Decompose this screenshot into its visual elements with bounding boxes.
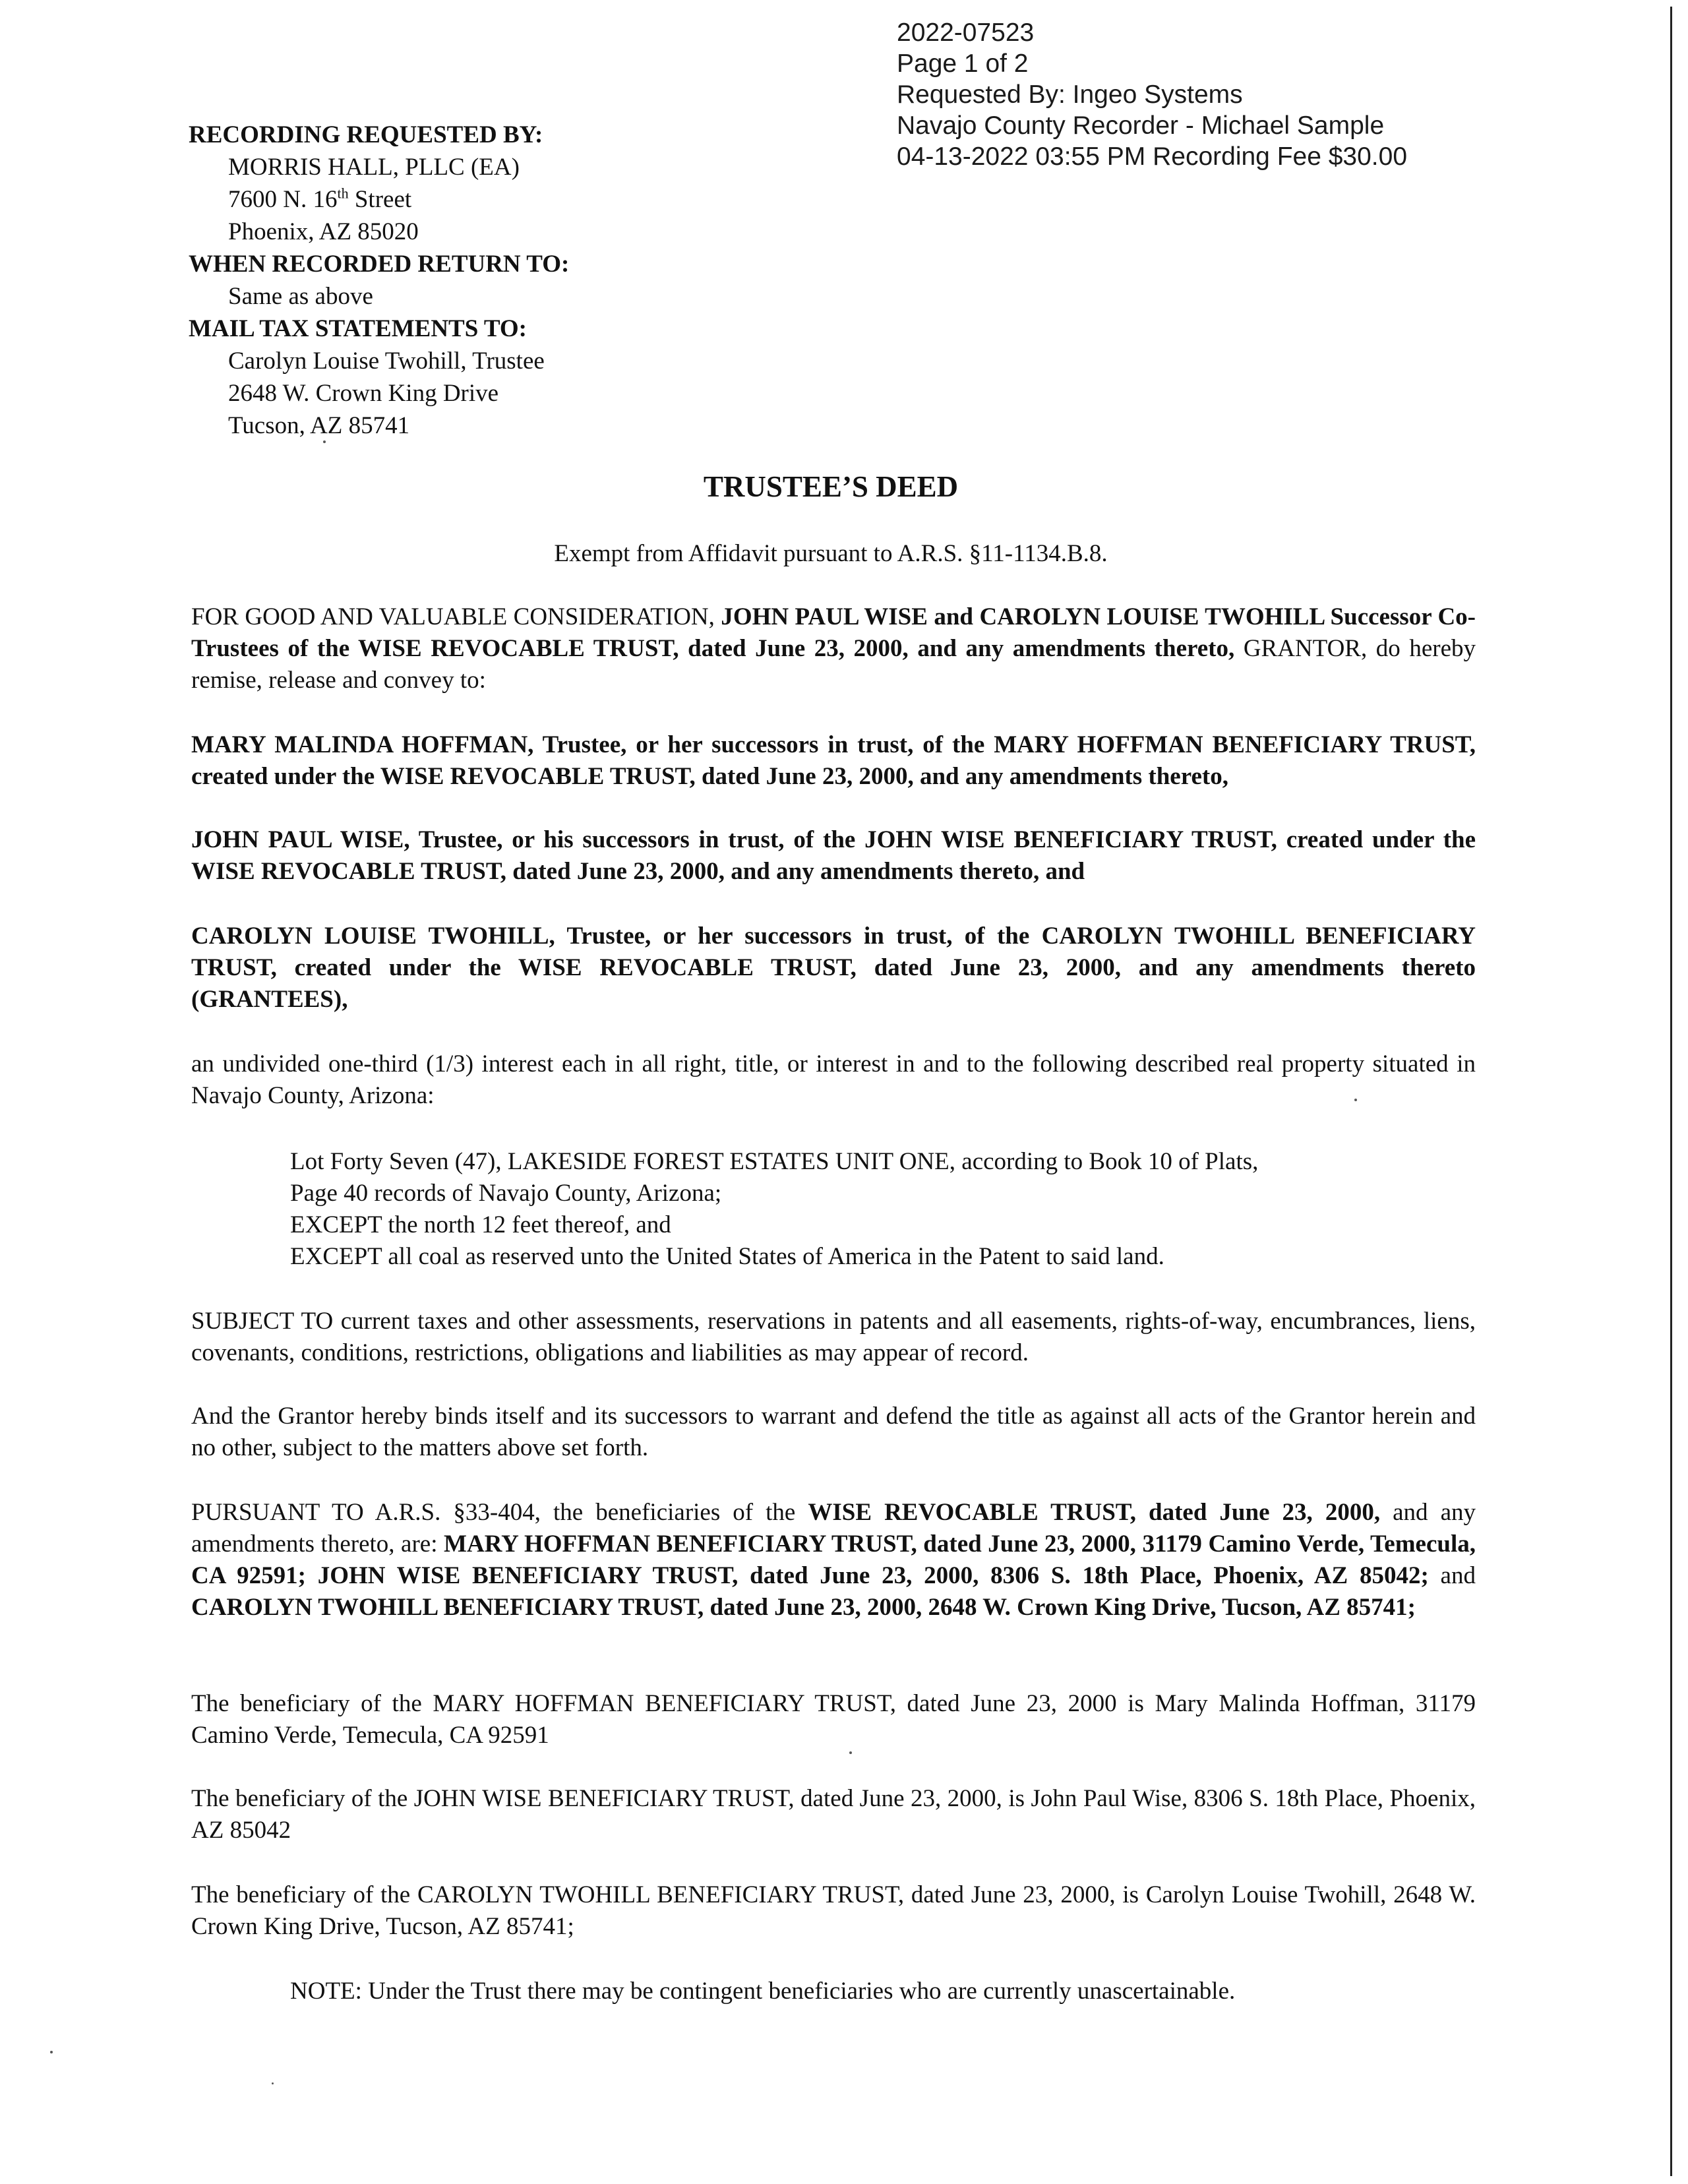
- hoffman-beneficiary-paragraph: The beneficiary of the MARY HOFFMAN BENEFICIARY TRUST, dated June 23, 2000 is Mary Malinda Hoffman, 31179 Camino Verde, Temecula, CA 92591: [191, 1690, 1476, 1749]
- scan-speck: [1354, 1099, 1357, 1101]
- scan-speck: [323, 440, 326, 443]
- scan-speck: [849, 1751, 852, 1754]
- grantee-wise-paragraph: JOHN PAUL WISE, Trustee, or his successors in trust, of the JOHN WISE BENEFICIARY TRUST, created under the WISE REVOCABLE TRUST, dated June 23, 2000, and any amendments thereto, and: [191, 826, 1476, 885]
- mail-tax-city: Tucson, AZ 85741: [228, 412, 410, 439]
- legal-line: Page 40 records of Navajo County, Arizona;: [290, 1180, 722, 1207]
- return-to-heading: WHEN RECORDED RETURN TO:: [189, 251, 570, 278]
- document-number: 2022-07523: [897, 18, 1035, 47]
- recording-datetime-fee: 04-13-2022 03:55 PM Recording Fee $30.00: [897, 142, 1408, 171]
- county-recorder: Navajo County Recorder - Michael Sample: [897, 111, 1385, 140]
- scan-edge-line: [1670, 7, 1672, 2176]
- grantor-paragraph: FOR GOOD AND VALUABLE CONSIDERATION, JOHN PAUL WISE and CAROLYN LOUISE TWOHILL Successor Co-Trustees of the WISE REVOCABLE TRUST, dated June 23, 2000, and any amendments thereto, GRANTOR, do hereby remise, release and convey to:: [191, 603, 1476, 694]
- warranty-paragraph: And the Grantor hereby binds itself and its successors to warrant and defend the title as against all acts of the Grantor herein and no other, subject to the matters above set forth.: [191, 1403, 1476, 1461]
- recorder-stamp: [897, 17, 1407, 172]
- mail-tax-street: 2648 W. Crown King Drive: [228, 380, 499, 407]
- grantee-hoffman-paragraph: MARY MALINDA HOFFMAN, Trustee, or her successors in trust, of the MARY HOFFMAN BENEFICIARY TRUST, created under the WISE REVOCABLE TRUST, dated June 23, 2000, and any amendments thereto,: [191, 731, 1476, 790]
- requested-by-street: 7600 N. 16th Street: [228, 185, 412, 213]
- requested-by-city: Phoenix, AZ 85020: [228, 218, 419, 245]
- twohill-beneficiary-paragraph: The beneficiary of the CAROLYN TWOHILL BENEFICIARY TRUST, dated June 23, 2000, is Carolyn Louise Twohill, 2648 W. Crown King Drive, Tucson, AZ 85741;: [191, 1881, 1476, 1940]
- requested-by: Requested By: Ingeo Systems: [897, 80, 1243, 109]
- wise-beneficiary-paragraph: The beneficiary of the JOHN WISE BENEFICIARY TRUST, dated June 23, 2000, is John Paul Wise, 8306 S. 18th Place, Phoenix, AZ 85042: [191, 1785, 1476, 1844]
- requested-by-name: MORRIS HALL, PLLC (EA): [228, 154, 520, 181]
- beneficiaries-paragraph: PURSUANT TO A.R.S. §33-404, the beneficiaries of the WISE REVOCABLE TRUST, dated June 23, 2000, and any amendments thereto, are: MARY HOFFMAN BENEFICIARY TRUST, dated June 23, 2000, 31179 Camino Verde, Temecula, CA 92591; JOHN WISE BENEFICIARY TRUST, dated June 23, 2000, 8306 S. 18th Place, Phoenix, AZ 85042; and CAROLYN TWOHILL BENEFICIARY TRUST, dated June 23, 2000, 2648 W. Crown King Drive, Tucson, AZ 85741;: [191, 1499, 1476, 1621]
- recording-address-block: [189, 119, 569, 442]
- scan-speck: [272, 2082, 274, 2084]
- page-indicator: Page 1 of 2: [897, 49, 1029, 78]
- mail-tax-name: Carolyn Louise Twohill, Trustee: [228, 348, 545, 375]
- legal-description: [290, 1146, 1464, 1273]
- document-title: TRUSTEE’S DEED: [703, 470, 959, 503]
- exempt-statement: Exempt from Affidavit pursuant to A.R.S. §11-1134.B.8.: [554, 540, 1108, 567]
- contingent-note: NOTE: Under the Trust there may be contingent beneficiaries who are currently unascertainable.: [290, 1978, 1236, 2005]
- return-to-value: Same as above: [228, 283, 373, 310]
- legal-line: Lot Forty Seven (47), LAKESIDE FOREST ESTATES UNIT ONE, according to Book 10 of Plats,: [290, 1148, 1259, 1175]
- scan-speck: [50, 2051, 53, 2053]
- subject-to-paragraph: SUBJECT TO current taxes and other assessments, reservations in patents and all easements, rights-of-way, encumbrances, liens, covenants, conditions, restrictions, obligations and liabilities as may appear of record.: [191, 1308, 1476, 1366]
- recording-requested-heading: RECORDING REQUESTED BY:: [189, 121, 543, 148]
- mail-tax-heading: MAIL TAX STATEMENTS TO:: [189, 315, 527, 342]
- legal-line: EXCEPT the north 12 feet thereof, and: [290, 1211, 671, 1238]
- grantee-twohill-paragraph: CAROLYN LOUISE TWOHILL, Trustee, or her successors in trust, of the CAROLYN TWOHILL BENEFICIARY TRUST, created under the WISE REVOCABLE TRUST, dated June 23, 2000, and any amendments thereto (GRANTEES),: [191, 923, 1476, 1013]
- legal-line: EXCEPT all coal as reserved unto the United States of America in the Patent to said land.: [290, 1243, 1164, 1270]
- interest-paragraph: an undivided one-third (1/3) interest each in all right, title, or interest in and to the following described real property situated in Navajo County, Arizona:: [191, 1050, 1476, 1109]
